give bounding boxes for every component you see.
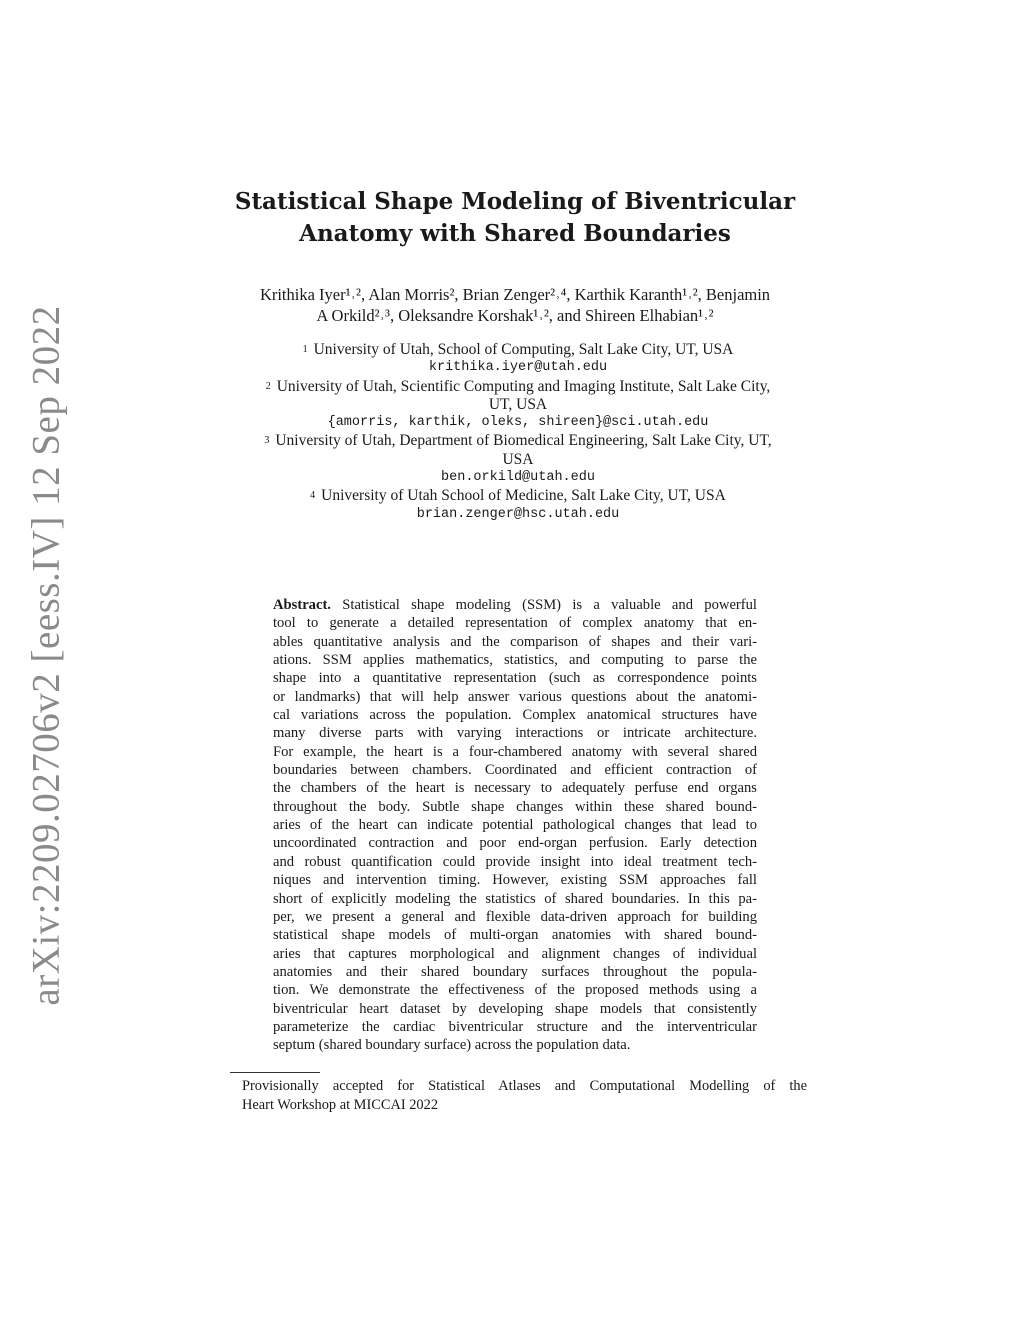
abstract-line: the chambers of the heart is necessary to adequately perfuse end organs (273, 780, 757, 797)
affiliation-2 (228, 378, 808, 433)
affiliation-text: University of Utah, Scientific Computing and Imaging Institute, Salt Lake City, (276, 377, 771, 395)
abstract-line: many diverse parts with varying interactions or intricate architecture. (273, 725, 757, 742)
abstract (273, 596, 757, 1055)
abstract-line: tool to generate a detailed representation of complex anatomy that en- (273, 615, 757, 632)
affiliation-email: {amorris, karthik, oleks, shireen}@sci.utah.edu (327, 415, 709, 431)
affiliation-email: brian.zenger@hsc.utah.edu (416, 506, 620, 522)
affiliation-text: University of Utah School of Medicine, Salt Lake City, UT, USA (321, 487, 726, 505)
abstract-text: Statistical shape modeling (SSM) is a valuable and powerful (330, 597, 757, 613)
abstract-line: aries that captures morphological and alignment changes of individual (273, 945, 757, 962)
abstract-line: aries of the heart can indicate potential pathological changes that lead to (273, 817, 757, 834)
affiliation-text: University of Utah, School of Computing, Salt Lake City, UT, USA (313, 341, 734, 358)
abstract-line: anatomies and their shared boundary surfaces throughout the popula- (273, 963, 757, 980)
affiliation-1 (228, 341, 808, 378)
abstract-line: throughout the body. Subtle shape changes within these shared bound- (273, 798, 757, 815)
abstract-line: ables quantitative analysis and the comparison of shapes and their vari- (273, 633, 757, 650)
title-line: Anatomy with Shared Boundaries (299, 220, 731, 247)
arxiv-identifier (20, 304, 72, 1006)
abstract-line: or landmarks) that will help answer various questions about the anatomi- (273, 688, 757, 705)
arxiv-identifier-text: arXiv:2209.02706v2 [eess.IV] 12 Sep 2022 (24, 304, 68, 1006)
abstract-line: niques and intervention timing. However, existing SSM approaches fall (273, 872, 757, 889)
footnote-line: Heart Workshop at MICCAI 2022 (242, 1096, 439, 1113)
affiliation-mark: 1 (302, 344, 308, 355)
affiliation-text: USA (502, 450, 534, 468)
abstract-line: and robust quantification could provide insight into ideal treatment tech- (273, 853, 757, 870)
affiliation-mark: 2 (265, 380, 271, 392)
abstract-label: Abstract. (273, 597, 331, 613)
author-line: A Orkild²˒³, Oleksandre Korshak¹˒², and Shireen Elhabian¹˒² (316, 306, 714, 325)
footnote-line: Provisionally accepted for Statistical Atlases and Computational Modelling of the (242, 1078, 807, 1094)
abstract-line: septum (shared boundary surface) across the population data. (273, 1037, 631, 1054)
title-line: Statistical Shape Modeling of Biventricular (234, 188, 796, 215)
affiliation-email: ben.orkild@utah.edu (441, 470, 595, 486)
affiliation-text: UT, USA (488, 395, 548, 413)
affiliation-text: University of Utah, Department of Biomedical Engineering, Salt Lake City, UT, (275, 432, 772, 450)
abstract-line: shape into a quantitative representation (such as correspondence points (273, 670, 757, 687)
abstract-line: short of explicitly modeling the statistics of shared boundaries. In this pa- (273, 890, 757, 907)
abstract-line: statistical shape models of multi-organ anatomies with shared bound- (273, 927, 757, 944)
abstract-line: tion. We demonstrate the effectiveness of the proposed methods using a (273, 982, 757, 999)
footnote-rule (230, 1072, 320, 1073)
abstract-line: ations. SSM applies mathematics, statistics, and computing to parse the (273, 652, 757, 669)
affiliation-list (228, 341, 808, 524)
affiliation-3 (228, 432, 808, 487)
affiliation-mark: 4 (310, 490, 316, 502)
affiliation-email: krithika.iyer@utah.edu (428, 360, 608, 376)
abstract-line: uncoordinated contraction and poor end-organ perfusion. Early detection (273, 835, 757, 852)
paper-title (200, 186, 830, 250)
abstract-line (273, 596, 757, 614)
abstract-line: For example, the heart is a four-chambered anatomy with several shared (273, 743, 757, 760)
abstract-line: parameterize the cardiac biventricular structure and the interventricular (273, 1018, 757, 1035)
abstract-line: per, we present a general and flexible data-driven approach for building (273, 908, 757, 925)
affiliation-4 (228, 487, 808, 524)
abstract-line: biventricular heart dataset by developing shape models that consistently (273, 1000, 757, 1017)
author-line: Krithika Iyer¹˒², Alan Morris², Brian Zenger²˒⁴, Karthik Karanth¹˒², Benjamin (259, 285, 771, 304)
abstract-line: boundaries between chambers. Coordinated and efficient contraction of (273, 762, 757, 779)
author-list (215, 284, 815, 326)
footnote (242, 1077, 807, 1114)
abstract-line: cal variations across the population. Complex anatomical structures have (273, 707, 757, 724)
affiliation-mark: 3 (264, 435, 270, 447)
